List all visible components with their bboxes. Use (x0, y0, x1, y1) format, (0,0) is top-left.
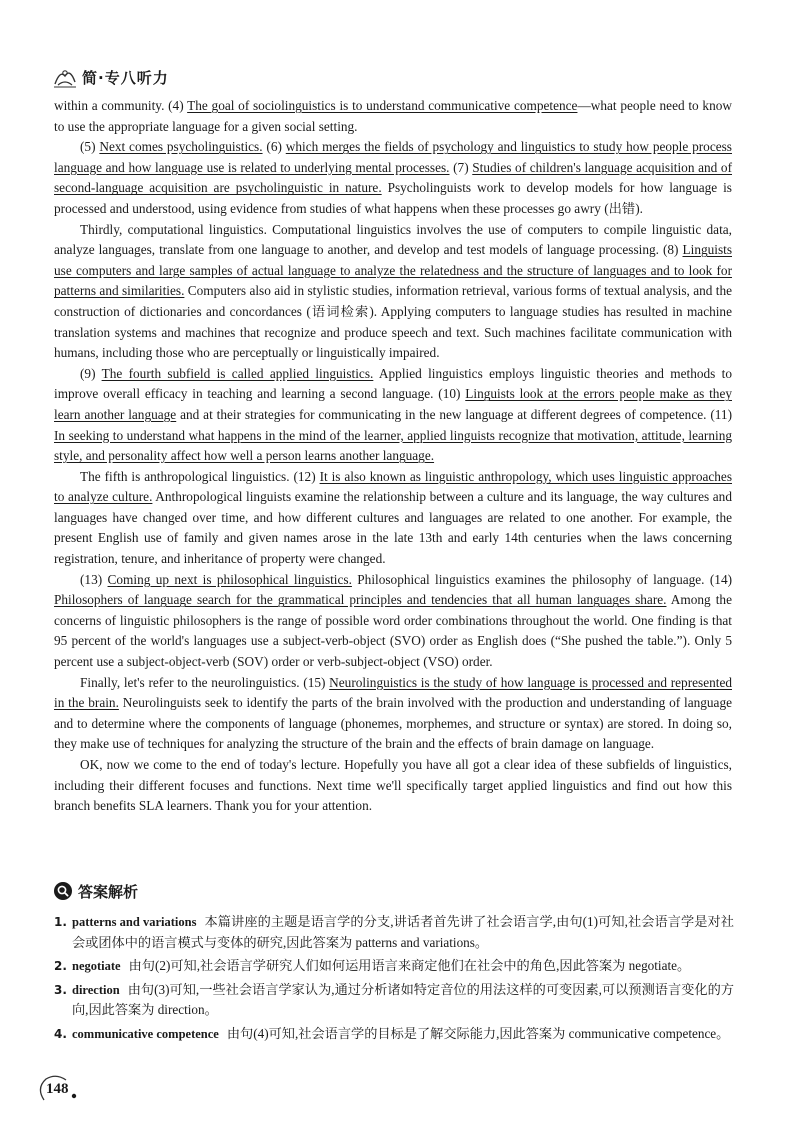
text-run: Finally, let's refer to the neurolinguistics. (15) (80, 674, 330, 690)
page-number-badge (36, 1074, 82, 1104)
book-logo-icon (52, 64, 78, 90)
answer-key: communicative competence (72, 1026, 219, 1041)
answer-item (54, 1024, 734, 1045)
paragraph (54, 673, 732, 755)
answer-number: 4. (54, 1026, 67, 1041)
header-title: 简·专八听力 (82, 68, 169, 87)
answer-explanation: 由句(2)可知,社会语言学研究人们如何运用语言来商定他们在社会中的角色,因此答案为 negotiate。 (128, 958, 691, 973)
lecture-transcript (54, 96, 732, 817)
paragraph (54, 570, 732, 673)
text-run: (7) (449, 159, 473, 175)
underlined-sentence: Next comes psycholinguistics. (99, 139, 263, 155)
text-run: Psycholinguists work to develop models for how language is processed and understood, using evidence from studies of what happens when these processes go awry (出错). (54, 180, 732, 216)
paragraph (54, 220, 732, 364)
page-header (52, 62, 169, 92)
answer-body (72, 1024, 734, 1045)
underlined-sentence: Linguists look at the errors people make as they learn another language (54, 386, 732, 422)
underlined-sentence: Studies of children's language acquisition and of second-language acquisition are psycholinguistic in nature. (54, 159, 732, 196)
text-run: Neurolinguists seek to identify the parts of the brain involved with the production and understanding of language and to determine where the components of language (phonemes, morphemes, and structure or syntax) are stored. In doing so, they make use of techniques for analyzing the structure of the brain and the effects of brain damage on language. (54, 695, 732, 752)
paragraph (54, 467, 732, 570)
answer-item (54, 912, 734, 953)
answer-list (54, 912, 734, 1047)
underlined-sentence: The goal of sociolinguistics is to understand communicative competence (187, 98, 578, 113)
text-run: Applied linguistics employs linguistic theories and methods to improve overall efficacy in teaching and learning a second language. (10) (54, 365, 732, 402)
magnifier-icon (54, 882, 72, 900)
underlined-sentence: Philosophers of language search for the grammatical principles and tendencies that all human languages share. (54, 592, 667, 608)
answer-number: 1. (54, 915, 67, 929)
answer-item (54, 956, 734, 977)
answer-item (54, 980, 734, 1021)
underlined-sentence: Neurolinguistics is the study of how language is processed and represented in the brain. (54, 674, 732, 711)
text-run: —what people need to know to use the appropriate language for a given social setting. (54, 98, 732, 134)
text-run: Philosophical linguistics examines the philosophy of language. (14) (351, 571, 733, 587)
page-number: 148 (46, 1081, 69, 1097)
answer-body (72, 980, 734, 1021)
text-run: within a community. (4) (54, 98, 188, 113)
underlined-sentence: Coming up next is philosophical linguistics. (107, 571, 352, 587)
text-run: OK, now we come to the end of today's lecture. Hopefully you have all got a clear idea of these subfields of linguistics, including their different focuses and functions. Next time we'll specifically target applied linguistics and find out how this branch benefits SLA learners. Thank you for your attention. (54, 757, 732, 814)
answer-key: patterns and variations (72, 915, 197, 929)
paragraph (54, 96, 732, 137)
text-run: Among the concerns of linguistic philosophers is the range of possible word order combinations throughout the world. One finding is that 95 percent of the world's languages use a subject-verb-object (SVO) order as English does (“She pushed the table.”). Only 5 percent use a subject-object-verb (SOV) order or verb-subject-object (VSO) order. (54, 592, 732, 670)
answer-body (72, 912, 734, 953)
underlined-sentence: It is also known as linguistic anthropology, which uses linguistic approaches to analyze culture. (54, 468, 732, 505)
paragraph (54, 755, 732, 817)
text-run: Thirdly, computational linguistics. Computational linguistics involves the use of computers to compile linguistic data, analyze languages, translate from one language to another, and develop and test models of language processing. (8) (54, 221, 732, 258)
paragraph (54, 137, 732, 219)
answer-number: 3. (54, 982, 67, 997)
text-run: (5) (80, 139, 100, 155)
answer-explanation: 本篇讲座的主题是语言学的分支,讲话者首先讲了社会语言学,由句(1)可知,社会语言学是对社会或团体中的语言模式与变体的研究,因此答案为 patterns and variations。 (72, 914, 734, 950)
answer-section-title: 答案解析 (78, 882, 139, 901)
answer-section-header (54, 880, 138, 902)
text-run: The fifth is anthropological linguistics. (12) (80, 468, 320, 484)
paragraph (54, 364, 732, 467)
text-run: (13) (80, 571, 108, 587)
text-run: Computers also aid in stylistic studies, information retrieval, various forms of textual analysis, and the construction of dictionaries and concordances (语词检索). Applying computers to language studies has resulted in machine translation systems and machines that recognize and produce speech and text. Such machines facilitate communication with humans, including those who are perceptually or linguistically impaired. (54, 283, 732, 361)
answer-key: direction (72, 982, 120, 997)
answer-body (72, 956, 734, 977)
underlined-sentence: which merges the fields of psychology and linguistics to study how people process language and how language use is related to underlying mental processes. (54, 139, 732, 175)
answer-explanation: 由句(4)可知,社会语言学的目标是了解交际能力,因此答案为 communicative competence。 (226, 1025, 730, 1041)
underlined-sentence: The fourth subfield is called applied linguistics. (101, 365, 374, 381)
text-run: Anthropological linguists examine the relationship between a culture and its language, the way cultures and languages have changed over time, and how different cultures and languages are related to one another. For example, the present English use of family and given names arose in the late 13th and early 14th centuries when the laws concerning registration, tenure, and inheritance of property were changed. (54, 489, 732, 567)
answer-number: 2. (54, 959, 67, 973)
answer-key: negotiate (72, 959, 121, 973)
text-run: and at their strategies for communicating in the new language at different degrees of competence. (11) (176, 406, 732, 422)
answer-explanation: 由句(3)可知,一些社会语言学家认为,通过分析诸如特定音位的用法这样的可变因素,可以预测语言变化的方向,因此答案为 direction。 (72, 981, 734, 1017)
text-run: (6) (262, 139, 286, 155)
text-run: (9) (80, 365, 102, 381)
underlined-sentence: Linguists use computers and large samples of actual language to analyze the relatedness and the structure of languages and to look for patterns and similarities. (54, 242, 732, 299)
underlined-sentence: In seeking to understand what happens in the mind of the learner, applied linguists recognize that motivation, attitude, learning style, and personality affect how well a person learns another language. (54, 427, 732, 464)
